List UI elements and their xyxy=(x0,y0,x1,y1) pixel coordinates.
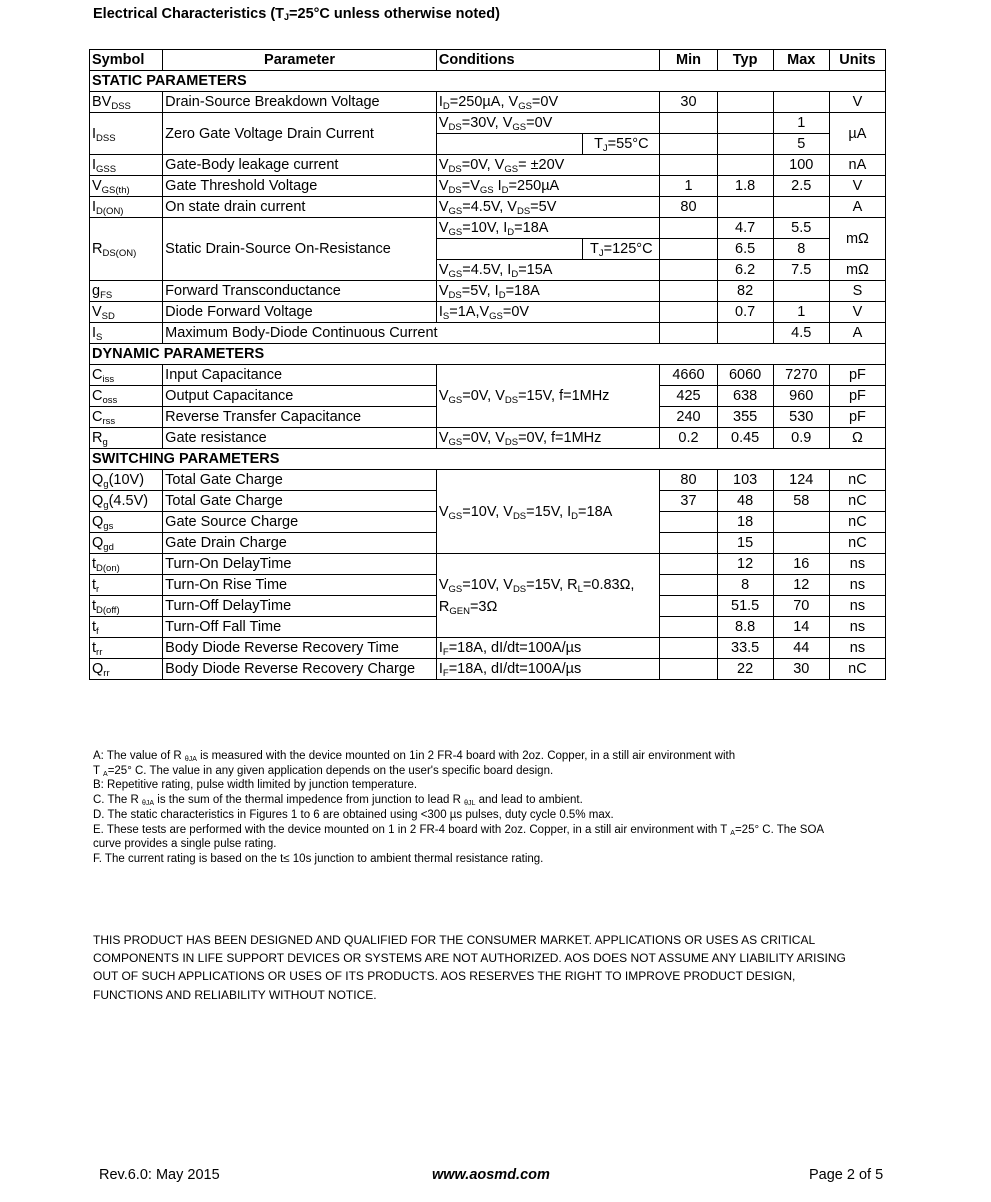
table-row xyxy=(90,281,886,302)
parameter-cell: Static Drain-Source On-Resistance xyxy=(163,218,437,281)
typ-cell: 22 xyxy=(717,659,773,680)
header-min: Min xyxy=(660,50,717,71)
table-row xyxy=(90,428,886,449)
conditions-spacer xyxy=(436,239,582,260)
min-cell xyxy=(660,260,717,281)
conditions-cell: $I_F=18A$, dI/dt=100A/µs xyxy=(436,638,660,659)
conditions-cell: $V_{GS}=10V$, $I_D=18A$ xyxy=(436,218,660,239)
min-cell xyxy=(660,596,717,617)
typ-cell xyxy=(717,92,773,113)
conditions-cell: $V_{DS}=0V$, $V_{GS}= \pm 20V$ xyxy=(436,155,660,176)
min-cell xyxy=(660,617,717,638)
parameter-cell: Body Diode Reverse Recovery Charge xyxy=(163,659,437,680)
typ-cell xyxy=(717,155,773,176)
table-row xyxy=(90,365,886,386)
symbol-cell: $I_{D(ON)}$ xyxy=(90,197,163,218)
min-cell: 37 xyxy=(660,491,717,512)
disclaimer-line: FUNCTIONS AND RELIABILITY WITHOUT NOTICE. xyxy=(93,987,377,1002)
symbol-cell: $C_{oss}$ xyxy=(90,386,163,407)
symbol-cell: $V_{GS(th)}$ xyxy=(90,176,163,197)
section-switching: SWITCHING PARAMETERS xyxy=(90,449,886,470)
max-cell: 530 xyxy=(773,407,829,428)
symbol-cell: $I_{DSS}$ xyxy=(90,113,163,155)
units-cell: ns xyxy=(829,617,885,638)
symbol-cell: $t_r$ xyxy=(90,575,163,596)
table-row xyxy=(90,176,886,197)
max-cell: 16 xyxy=(773,554,829,575)
symbol-cell: $Q_g(4.5V)$ xyxy=(90,491,163,512)
table-row xyxy=(90,113,886,134)
max-cell: 5.5 xyxy=(773,218,829,239)
min-cell xyxy=(660,554,717,575)
typ-cell xyxy=(717,197,773,218)
parameter-cell: Total Gate Charge xyxy=(163,491,437,512)
typ-cell xyxy=(717,134,773,155)
conditions-cell: $V_{GS}=0V$, $V_{DS}=15V$, f=1MHz xyxy=(436,365,660,428)
units-cell: ns xyxy=(829,575,885,596)
conditions-cell: $V_{GS}=4.5V$, $I_D=15A$ xyxy=(436,260,660,281)
conditions-cell: $V_{GS}=10V$, $V_{DS}=15V$, $R_L=0.83\Omega$, $R_{GEN}=3\Omega$ xyxy=(436,554,660,638)
parameter-cell: Maximum Body-Diode Continuous Current xyxy=(163,323,660,344)
note-a-line-2: T $_A$=25° C. The value in any given application depends on the user's specific board design. xyxy=(93,764,554,778)
min-cell xyxy=(660,134,717,155)
parameter-cell: Diode Forward Voltage xyxy=(163,302,437,323)
typ-cell: 103 xyxy=(717,470,773,491)
min-cell xyxy=(660,575,717,596)
symbol-cell: $R_{DS(ON)}$ xyxy=(90,218,163,281)
page-title: Electrical Characteristics ($T_J=25^\circ C$ unless otherwise noted) xyxy=(93,6,500,22)
section-static: STATIC PARAMETERS xyxy=(90,71,886,92)
units-cell: S xyxy=(829,281,885,302)
symbol-cell: $C_{iss}$ xyxy=(90,365,163,386)
units-cell: ns xyxy=(829,596,885,617)
footer-revision: Rev.6.0: May 2015 xyxy=(99,1167,220,1183)
note-a-line-1: A: The value of R $_{\theta JA}$ is measured with the device mounted on 1in 2 FR-4 board with 2oz. Copper, in a still air environment with xyxy=(93,750,736,763)
max-cell: 7270 xyxy=(773,365,829,386)
units-cell: nC xyxy=(829,533,885,554)
units-cell: nC xyxy=(829,470,885,491)
max-cell: 58 xyxy=(773,491,829,512)
max-cell: 100 xyxy=(773,155,829,176)
typ-cell: 48 xyxy=(717,491,773,512)
units-cell: Ω xyxy=(829,428,885,449)
min-cell xyxy=(660,239,717,260)
min-cell xyxy=(660,638,717,659)
parameter-cell: Forward Transconductance xyxy=(163,281,437,302)
parameter-cell: Input Capacitance xyxy=(163,365,437,386)
max-cell: 124 xyxy=(773,470,829,491)
max-cell: 5 xyxy=(773,134,829,155)
parameter-cell: Gate Drain Charge xyxy=(163,533,437,554)
symbol-cell: $I_{GSS}$ xyxy=(90,155,163,176)
footnotes xyxy=(93,749,893,867)
symbol-cell: $R_g$ xyxy=(90,428,163,449)
min-cell: 80 xyxy=(660,197,717,218)
units-cell: V xyxy=(829,92,885,113)
typ-cell xyxy=(717,113,773,134)
units-cell: ns xyxy=(829,638,885,659)
min-cell: 0.2 xyxy=(660,428,717,449)
max-cell: 4.5 xyxy=(773,323,829,344)
parameter-cell: Turn-On Rise Time xyxy=(163,575,437,596)
max-cell: 14 xyxy=(773,617,829,638)
typ-cell: 1.8 xyxy=(717,176,773,197)
units-cell: A xyxy=(829,323,885,344)
max-cell: 30 xyxy=(773,659,829,680)
units-cell: ns xyxy=(829,554,885,575)
symbol-cell: $I_S$ xyxy=(90,323,163,344)
units-cell: nC xyxy=(829,491,885,512)
max-cell xyxy=(773,197,829,218)
note-e-line-2: curve provides a single pulse rating. xyxy=(93,838,277,851)
max-cell: 1 xyxy=(773,302,829,323)
max-cell: 2.5 xyxy=(773,176,829,197)
min-cell: 425 xyxy=(660,386,717,407)
parameter-cell: On state drain current xyxy=(163,197,437,218)
footer-website-link[interactable]: www.aosmd.com xyxy=(432,1167,550,1183)
units-cell: V xyxy=(829,176,885,197)
symbol-cell: $t_{rr}$ xyxy=(90,638,163,659)
typ-cell: 4.7 xyxy=(717,218,773,239)
max-cell xyxy=(773,92,829,113)
table-row xyxy=(90,638,886,659)
symbol-cell: $Q_g(10V)$ xyxy=(90,470,163,491)
symbol-cell: $t_{D(off)}$ xyxy=(90,596,163,617)
units-cell: nA xyxy=(829,155,885,176)
typ-cell: 33.5 xyxy=(717,638,773,659)
min-cell: 30 xyxy=(660,92,717,113)
min-cell xyxy=(660,533,717,554)
symbol-cell: $Q_{gs}$ xyxy=(90,512,163,533)
conditions-cell: $V_{DS}=5V$, $I_D=18A$ xyxy=(436,281,660,302)
min-cell xyxy=(660,659,717,680)
parameter-cell: Output Capacitance xyxy=(163,386,437,407)
section-dynamic: DYNAMIC PARAMETERS xyxy=(90,344,886,365)
max-cell: 960 xyxy=(773,386,829,407)
units-cell: V xyxy=(829,302,885,323)
min-cell: 4660 xyxy=(660,365,717,386)
table-row xyxy=(90,218,886,239)
typ-cell: 0.7 xyxy=(717,302,773,323)
parameter-cell: Gate-Body leakage current xyxy=(163,155,437,176)
conditions-spacer xyxy=(436,134,582,155)
conditions-cell: $V_{GS}=0V$, $V_{DS}=0V$, f=1MHz xyxy=(436,428,660,449)
parameter-cell: Gate Source Charge xyxy=(163,512,437,533)
units-cell: pF xyxy=(829,386,885,407)
conditions-cell: $V_{GS}=4.5V$, $V_{DS}=5V$ xyxy=(436,197,660,218)
table-row xyxy=(90,554,886,575)
max-cell: 7.5 xyxy=(773,260,829,281)
min-cell xyxy=(660,323,717,344)
table-header-row xyxy=(90,50,886,71)
typ-cell: 638 xyxy=(717,386,773,407)
conditions-cell: $V_{DS}=30V$, $V_{GS}=0V$ xyxy=(436,113,660,134)
parameter-cell: Turn-On DelayTime xyxy=(163,554,437,575)
min-cell xyxy=(660,155,717,176)
min-cell: 80 xyxy=(660,470,717,491)
units-cell: mΩ xyxy=(829,218,885,260)
symbol-cell: $Q_{gd}$ xyxy=(90,533,163,554)
symbol-cell: $BV_{DSS}$ xyxy=(90,92,163,113)
header-max: Max xyxy=(773,50,829,71)
symbol-cell: $g_{FS}$ xyxy=(90,281,163,302)
typ-cell: 6060 xyxy=(717,365,773,386)
table-row xyxy=(90,92,886,113)
header-symbol: Symbol xyxy=(90,50,163,71)
min-cell: 240 xyxy=(660,407,717,428)
parameter-cell: Total Gate Charge xyxy=(163,470,437,491)
units-cell: µA xyxy=(829,113,885,155)
note-b: B: Repetitive rating, pulse width limited by junction temperature. xyxy=(93,779,418,792)
symbol-cell: $t_f$ xyxy=(90,617,163,638)
disclaimer-line: COMPONENTS IN LIFE SUPPORT DEVICES OR SYSTEMS ARE NOT AUTHORIZED. AOS DOES NOT ASSUME ANY LIABILITY ARISING xyxy=(93,951,846,966)
conditions-cell: $V_{DS}=V_{GS}$ $I_D=250\mu A$ xyxy=(436,176,660,197)
header-typ: Typ xyxy=(717,50,773,71)
max-cell xyxy=(773,512,829,533)
table-row xyxy=(90,155,886,176)
units-cell: mΩ xyxy=(829,260,885,281)
typ-cell: 12 xyxy=(717,554,773,575)
note-c: C. The R $_{\theta JA}$ is the sum of the thermal impedence from junction to lead R $_{\theta JL}$ and lead to ambient. xyxy=(93,794,583,808)
min-cell: 1 xyxy=(660,176,717,197)
max-cell: 12 xyxy=(773,575,829,596)
parameter-cell: Turn-Off DelayTime xyxy=(163,596,437,617)
typ-cell: 6.5 xyxy=(717,239,773,260)
units-cell: pF xyxy=(829,365,885,386)
min-cell xyxy=(660,512,717,533)
header-units: Units xyxy=(829,50,885,71)
min-cell xyxy=(660,218,717,239)
tj-condition-cell: $T_J=55^\circ C$ xyxy=(583,134,660,155)
parameter-cell: Gate Threshold Voltage xyxy=(163,176,437,197)
conditions-cell: $I_S=1A,V_{GS}=0V$ xyxy=(436,302,660,323)
symbol-cell: $C_{rss}$ xyxy=(90,407,163,428)
note-e-line-1: E. These tests are performed with the device mounted on 1 in 2 FR-4 board with 2oz. Copper, in a still air environment with T $_A$=25° C. The SOA xyxy=(93,823,825,837)
max-cell xyxy=(773,281,829,302)
conditions-cell: $I_F=18A$, dI/dt=100A/µs xyxy=(436,659,660,680)
parameter-cell: Zero Gate Voltage Drain Current xyxy=(163,113,437,155)
header-conditions: Conditions xyxy=(436,50,660,71)
max-cell: 1 xyxy=(773,113,829,134)
typ-cell: 8 xyxy=(717,575,773,596)
header-parameter: Parameter xyxy=(163,50,437,71)
typ-cell: 51.5 xyxy=(717,596,773,617)
parameter-cell: Turn-Off Fall Time xyxy=(163,617,437,638)
typ-cell: 6.2 xyxy=(717,260,773,281)
max-cell: 44 xyxy=(773,638,829,659)
table-row xyxy=(90,323,886,344)
min-cell xyxy=(660,281,717,302)
units-cell: pF xyxy=(829,407,885,428)
typ-cell: 18 xyxy=(717,512,773,533)
disclaimer-line: THIS PRODUCT HAS BEEN DESIGNED AND QUALIFIED FOR THE CONSUMER MARKET. APPLICATIONS OR USES AS CRITICAL xyxy=(93,933,816,947)
table-row xyxy=(90,470,886,491)
symbol-cell: $Q_{rr}$ xyxy=(90,659,163,680)
electrical-characteristics-table xyxy=(89,49,886,680)
conditions-cell: $I_D=250\mu A$, $V_{GS}=0V$ xyxy=(436,92,660,113)
typ-cell: 15 xyxy=(717,533,773,554)
typ-cell: 8.8 xyxy=(717,617,773,638)
max-cell: 8 xyxy=(773,239,829,260)
table-row xyxy=(90,659,886,680)
units-cell: nC xyxy=(829,659,885,680)
disclaimer-line: OUT OF SUCH APPLICATIONS OR USES OF ITS PRODUCTS. AOS RESERVES THE RIGHT TO IMPROVE PRODUCT DESIGN, xyxy=(93,969,796,984)
tj-condition-cell: $T_J=125^\circ C$ xyxy=(583,239,660,260)
table-row xyxy=(90,197,886,218)
units-cell: nC xyxy=(829,512,885,533)
typ-cell xyxy=(717,323,773,344)
parameter-cell: Body Diode Reverse Recovery Time xyxy=(163,638,437,659)
typ-cell: 82 xyxy=(717,281,773,302)
typ-cell: 0.45 xyxy=(717,428,773,449)
disclaimer xyxy=(93,931,893,1004)
symbol-cell: $V_{SD}$ xyxy=(90,302,163,323)
table-row xyxy=(90,302,886,323)
note-f: F. The current rating is based on the t≤ 10s junction to ambient thermal resistance rating. xyxy=(93,852,544,865)
min-cell xyxy=(660,302,717,323)
conditions-cell: $V_{GS}=10V$, $V_{DS}=15V$, $I_D=18A$ xyxy=(436,470,660,554)
symbol-cell: $t_{D(on)}$ xyxy=(90,554,163,575)
min-cell xyxy=(660,113,717,134)
parameter-cell: Drain-Source Breakdown Voltage xyxy=(163,92,437,113)
parameter-cell: Gate resistance xyxy=(163,428,437,449)
typ-cell: 355 xyxy=(717,407,773,428)
max-cell xyxy=(773,533,829,554)
parameter-cell: Reverse Transfer Capacitance xyxy=(163,407,437,428)
note-d: D. The static characteristics in Figures 1 to 6 are obtained using <300 µs pulses, duty cycle 0.5% max. xyxy=(93,808,614,821)
units-cell: A xyxy=(829,197,885,218)
max-cell: 70 xyxy=(773,596,829,617)
footer-page-number: Page 2 of 5 xyxy=(809,1167,884,1183)
max-cell: 0.9 xyxy=(773,428,829,449)
